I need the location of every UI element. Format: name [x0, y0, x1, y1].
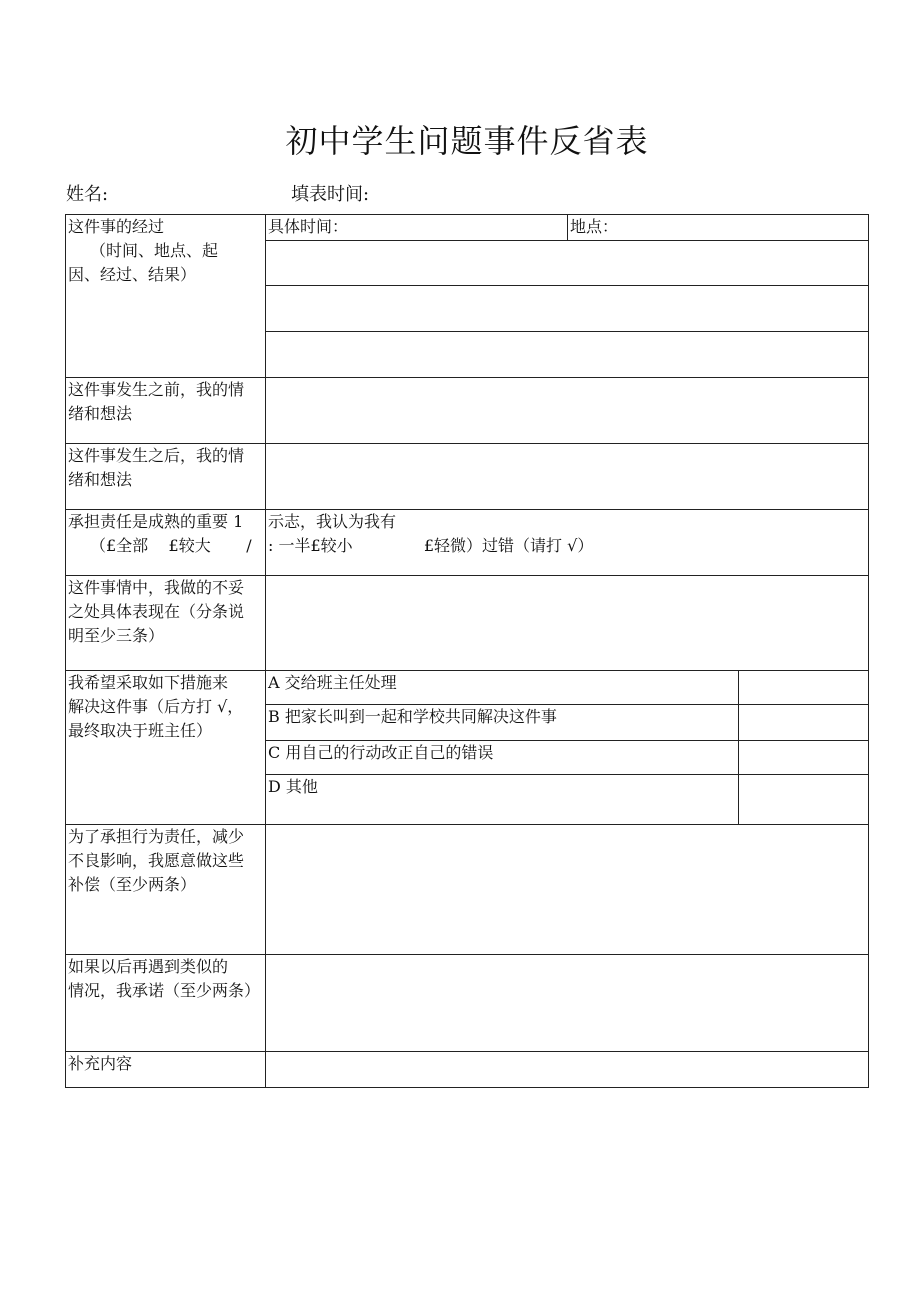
process-entry-line-1[interactable]: [266, 241, 869, 286]
before-label-line1: 这件事发生之前，我的情: [68, 380, 245, 399]
measure-option-a-tick[interactable]: [739, 671, 869, 705]
measure-option-b-label: B 把家长叫到一起和学校共同解决这件事: [268, 707, 557, 726]
measure-option-c-tick[interactable]: [739, 741, 869, 775]
responsibility-label-cell: [66, 510, 266, 576]
after-label-line2: 绪和想法: [68, 470, 133, 489]
measure-option-c: [266, 741, 739, 775]
measures-label-line3: 最终取决于班主任）: [68, 721, 213, 740]
process-entry-line-2[interactable]: [266, 286, 869, 332]
supplement-label: 补充内容: [68, 1054, 133, 1073]
reflection-form-table: [65, 214, 869, 1088]
promise-label-line1: 如果以后再遇到类似的: [68, 957, 229, 976]
process-label-line1: 这件事的经过: [68, 217, 165, 236]
measure-option-d-tick[interactable]: [739, 775, 869, 825]
process-label-cell: [66, 215, 266, 378]
form-title: 初中学生问题事件反省表: [285, 122, 649, 160]
measures-label-cell: [66, 671, 266, 825]
measure-option-b-tick[interactable]: [739, 705, 869, 741]
compensation-label-cell: [66, 825, 266, 955]
name-label: 姓名:: [66, 184, 109, 205]
improper-label-line2: 之处具体表现在（分条说: [68, 602, 245, 621]
measures-label-line1: 我希望采取如下措施来: [68, 673, 229, 692]
compensation-label-line3: 补偿（至少两条）: [68, 875, 197, 894]
measure-option-d-label: D 其他: [268, 777, 318, 796]
fill-date-label: 填表时间:: [291, 184, 370, 205]
responsibility-label-line2: （£全部 £较大 /: [90, 536, 252, 555]
improper-entry-cell[interactable]: [266, 576, 869, 671]
specific-time-cell[interactable]: [266, 215, 568, 241]
improper-label-line1: 这件事情中，我做的不妥: [68, 578, 245, 597]
specific-time-label: 具体时间：: [268, 217, 349, 236]
responsibility-text-line1: 示志，我认为我有: [268, 512, 397, 531]
responsibility-choice-cell[interactable]: [266, 510, 869, 576]
promise-label-line2: 情况，我承诺（至少两条）: [68, 981, 261, 1000]
compensation-label-line1: 为了承担行为责任，减少: [68, 827, 245, 846]
before-label-cell: [66, 378, 266, 444]
measure-option-c-label: C 用自己的行动改正自己的错误: [268, 743, 494, 762]
place-cell[interactable]: [568, 215, 869, 241]
responsibility-text-line2[interactable]: : 一半£较小 £轻微）过错（请打 √）: [268, 536, 594, 555]
measures-label-line2: 解决这件事（后方打 √，: [68, 697, 244, 716]
promise-label-cell: [66, 955, 266, 1052]
responsibility-label-line1: 承担责任是成熟的重要 1: [68, 512, 244, 531]
after-entry-cell[interactable]: [266, 444, 869, 510]
measure-option-a: [266, 671, 739, 705]
compensation-entry-cell[interactable]: [266, 825, 869, 955]
measure-option-d: [266, 775, 739, 825]
before-entry-cell[interactable]: [266, 378, 869, 444]
promise-entry-cell[interactable]: [266, 955, 869, 1052]
improper-label-cell: [66, 576, 266, 671]
compensation-label-line2: 不良影响，我愿意做这些: [68, 851, 245, 870]
process-entry-line-3[interactable]: [266, 332, 869, 378]
supplement-entry-cell[interactable]: [266, 1052, 869, 1088]
improper-label-line3: 明至少三条）: [68, 626, 165, 645]
measure-option-b: [266, 705, 739, 741]
supplement-label-cell: [66, 1052, 266, 1088]
process-label-line3: 因、经过、结果）: [68, 265, 197, 284]
before-label-line2: 绪和想法: [68, 404, 133, 423]
after-label-line1: 这件事发生之后，我的情: [68, 446, 245, 465]
after-label-cell: [66, 444, 266, 510]
place-label: 地点：: [570, 217, 619, 236]
process-label-line2: （时间、地点、起: [90, 241, 219, 260]
measure-option-a-label: A 交给班主任处理: [268, 673, 397, 692]
